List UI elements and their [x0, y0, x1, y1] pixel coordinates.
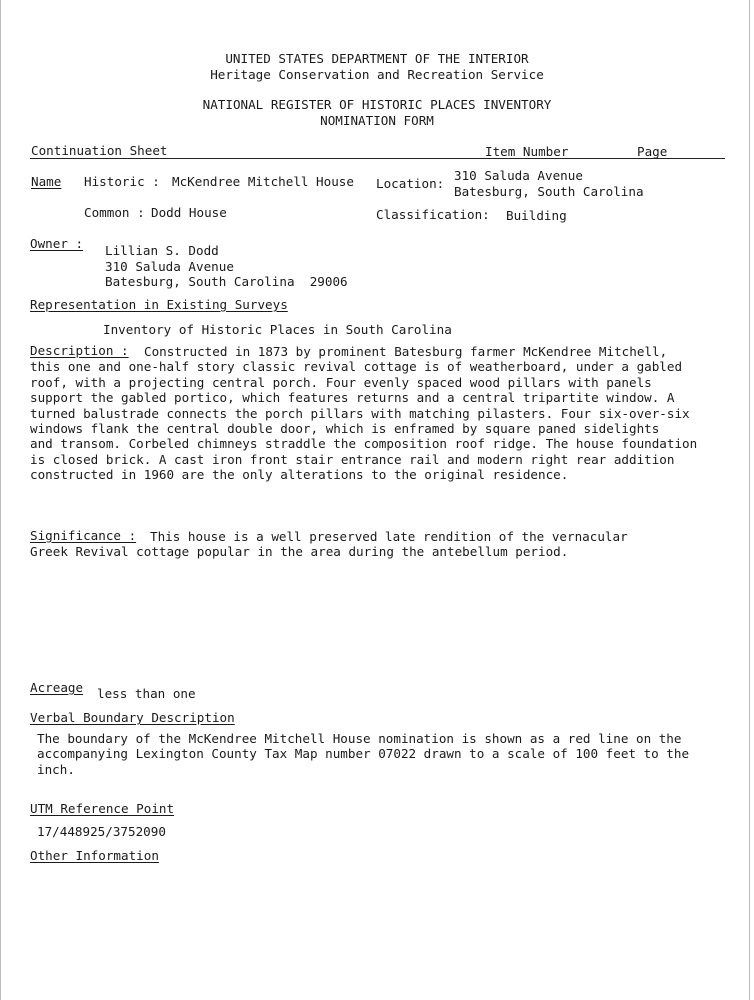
owner-city: Batesburg, South Carolina 29006	[105, 274, 348, 289]
boundary-text: The boundary of the McKendree Mitchell House nomination is shown as a red line on the accompanying Lexington County Tax Map number 07022 drawn to a scale of 100 feet to the inch.	[37, 731, 690, 777]
historic-value: McKendree Mitchell House	[172, 174, 354, 189]
page-left-edge	[0, 0, 1, 1000]
other-information-label: Other Information	[30, 848, 159, 863]
item-number-label: Item Number	[485, 144, 569, 159]
historic-label: Historic :	[84, 174, 160, 189]
owner-street: 310 Saluda Avenue	[105, 259, 234, 274]
owner-label: Owner :	[30, 236, 84, 251]
boundary-label: Verbal Boundary Description	[30, 710, 235, 725]
location-line-1: 310 Saluda Avenue	[454, 168, 583, 183]
common-value: Dodd House	[151, 205, 227, 220]
location-line-2: Batesburg, South Carolina	[454, 184, 644, 199]
description-text: Constructed in 1873 by prominent Batesburg farmer McKendree Mitchell, this one and one-half story classic revival cottage is of weatherboard, under a gabled roof, with a projecting central porch. Four evenly spaced wood pillars with panels support the gabled portico, which features returns and a central tripartite window. A turned balustrade connects the porch pillars with matching pilasters. Four six-over-six windows flank the central double door, which is enframed by square paned sidelights and transom. Corbeled chimneys straddle the composition roof ridge. The house foundation is closed brick. A cast iron front stair entrance rail and modern right rear addition constructed in 1960 are the only alterations to the original residence.	[30, 344, 698, 483]
significance-text: This house is a well preserved late rendition of the vernacular Greek Revival cottage popular in the area during the antebellum period.	[30, 529, 628, 560]
acreage-label: Acreage	[30, 680, 84, 695]
classification-label: Classification:	[376, 207, 490, 222]
utm-value: 17/448925/3752090	[37, 824, 166, 839]
page-right-edge	[749, 0, 750, 1000]
service-title: Heritage Conservation and Recreation Service	[210, 67, 544, 82]
owner-name: Lillian S. Dodd	[105, 243, 219, 258]
common-label: Common :	[84, 205, 145, 220]
surveys-label: Representation in Existing Surveys	[30, 297, 288, 312]
agency-title: UNITED STATES DEPARTMENT OF THE INTERIOR	[225, 51, 529, 66]
page-label: Page	[637, 144, 668, 159]
register-title: NATIONAL REGISTER OF HISTORIC PLACES INVENTORY	[202, 97, 552, 112]
surveys-value: Inventory of Historic Places in South Carolina	[103, 322, 452, 337]
acreage-value: less than one	[97, 686, 196, 701]
utm-label: UTM Reference Point	[30, 801, 175, 816]
classification-value: Building	[506, 208, 567, 223]
significance-label: Significance :	[30, 528, 137, 543]
header-rule	[30, 158, 725, 159]
continuation-sheet-label: Continuation Sheet	[31, 143, 168, 158]
description-label: Description :	[30, 343, 129, 358]
location-label: Location:	[376, 176, 445, 191]
name-label: Name	[31, 174, 62, 189]
form-title: NOMINATION FORM	[320, 113, 434, 128]
